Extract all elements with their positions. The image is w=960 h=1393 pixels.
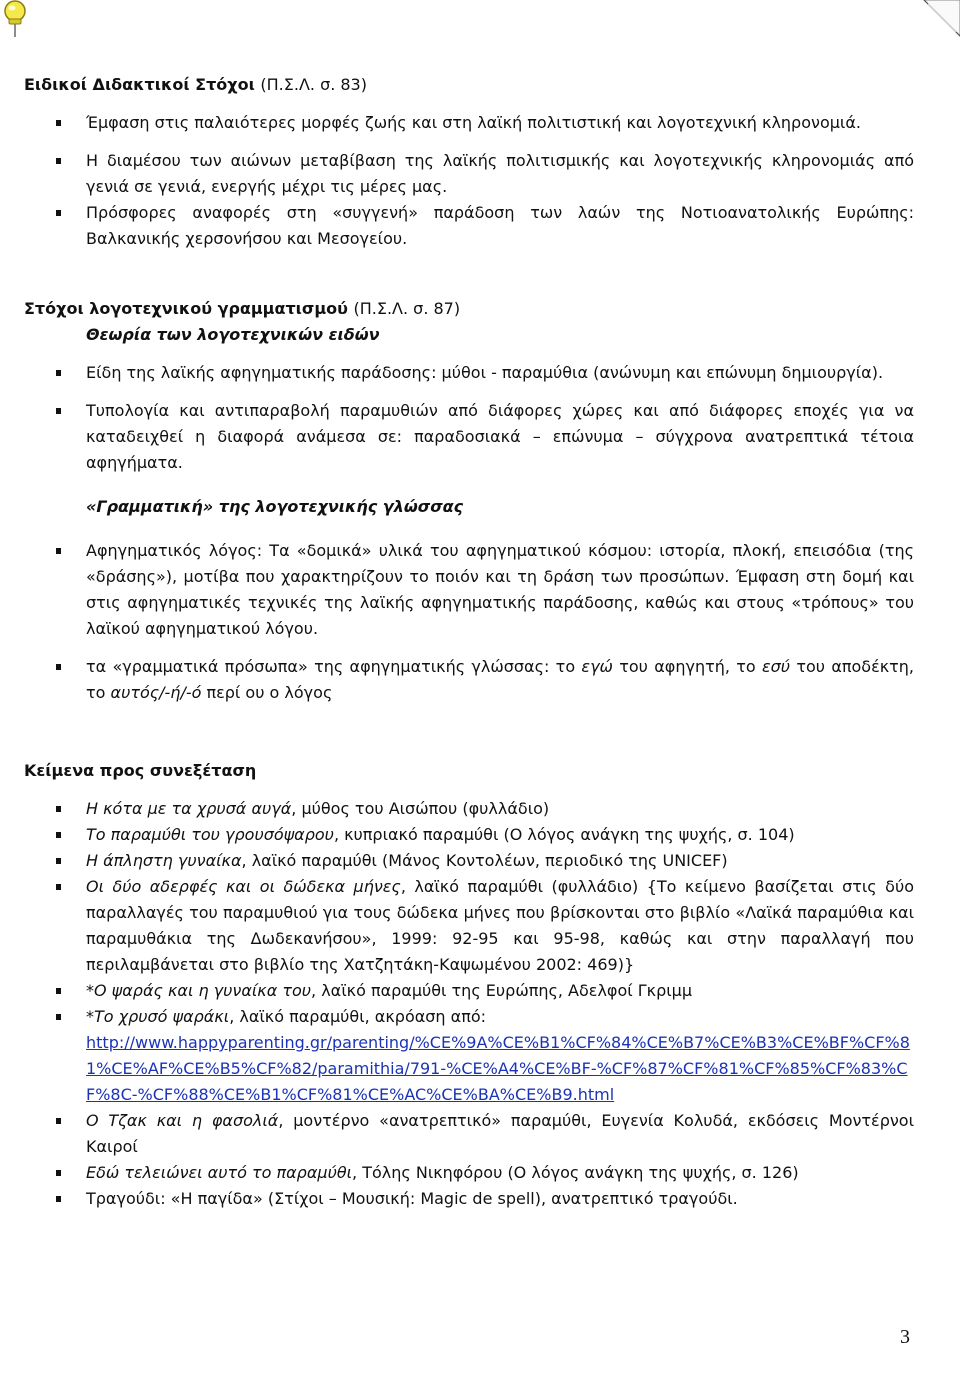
grammar-list-cont [24,654,914,706]
section-heading-objectives: Ειδικοί Διδακτικοί Στόχοι (Π.Σ.Λ. σ. 83) [24,75,367,94]
list-item: *Το χρυσό ψαράκι, λαϊκό παραμύθι, ακρόαση από: http://www.happyparenting.gr/parenting/%CE%9A%CE%B1%CF%84%CE%B7%CE%B3%CE%BF%CF%81%CE%AF%CE%B5%CF%82/paramithia/791-%CE%A4%CE%BF-%CF%87%CF%81%CF%85%CF%83%CF%8C-%CF%88%CE%B1%CF%81%CE%AC%CE%BA%CE%B9.html [24,1004,914,1108]
list-item: Πρόσφορες αναφορές στη «συγγενή» παράδοση των λαών της Νοτιοανατολικής Ευρώπης: Βαλκανικής χερσονήσου και Μεσογείου. [24,200,914,252]
objectives-list-cont [24,148,914,252]
list-item: Η άπληστη γυναίκα, λαϊκό παραμύθι (Μάνος Κοντολέων, περιοδικό της UNICEF) [24,848,914,874]
list-item: Η κότα με τα χρυσά αυγά, μύθος του Αισώπου (φυλλάδιο) [24,796,914,822]
section-heading-texts: Κείμενα προς συνεξέταση [24,761,257,780]
objectives-list [24,110,914,136]
document-body [24,72,914,1212]
page-number: 3 [900,1326,910,1348]
texts-list [24,796,914,1212]
list-item: Εδώ τελειώνει αυτό το παραμύθι, Τόλης Νικηφόρου (Ο λόγος ανάγκη της ψυχής, σ. 126) [24,1160,914,1186]
list-item: τα «γραμματικά πρόσωπα» της αφηγηματικής γλώσσας: το εγώ του αφηγητή, το εσύ του αποδέκτη, το αυτός/-ή/-ό περί ου ο λόγος [24,654,914,706]
list-item: Ο Τζακ και η φασολιά, μοντέρνο «ανατρεπτικό» παραμύθι, Ευγενία Κολυδά, εκδόσεις Μοντέρνοι Καιροί [24,1108,914,1160]
list-item: *Ο ψαράς και η γυναίκα του, λαϊκό παραμύθι της Ευρώπης, Αδελφοί Γκριμμ [24,978,914,1004]
list-item: Τυπολογία και αντιπαραβολή παραμυθιών από διάφορες χώρες και από διάφορες εποχές για να καταδειχθεί η διαφορά ανάμεσα σε: παραδοσιακά – επώνυμα – σύγχρονα ανατρεπτικά τέτοια αφηγήματα. [24,398,914,476]
subheading-genres: Θεωρία των λογοτεχνικών ειδών [86,325,380,344]
list-item: Είδη της λαϊκής αφηγηματικής παράδοσης: μύθοι - παραμύθια (ανώνυμη και επώνυμη δημιουργία). [24,360,914,386]
genres-list-cont [24,398,914,476]
list-item: Τραγούδι: «Η παγίδα» (Στίχοι – Μουσική: Magic de spell), ανατρεπτικό τραγούδι. [24,1186,914,1212]
list-item: Η διαμέσου των αιώνων μεταβίβαση της λαϊκής πολιτισμικής και λογοτεχνικής κληρονομιάς από γενιά σε γενιά, ενεργής μέχρι τις μέρες μας. [24,148,914,200]
list-item: Αφηγηματικός λόγος: Τα «δομικά» υλικά του αφηγηματικού κόσμου: ιστορία, πλοκή, επεισόδια (της «δράσης»), μοτίβα που χαρακτηρίζουν το ποιόν και τη δράση των προσώπων. Έμφαση στη δομή και στις αφηγηματικές τεχνικές της λαϊκής αφηγηματικής παράδοσης, καθώς και στους «τρόπους» του λαϊκού αφηγηματικού λόγου. [24,538,914,642]
list-item: Έμφαση στις παλαιότερες μορφές ζωής και στη λαϊκή πολιτιστική και λογοτεχνική κληρονομιά. [24,110,914,136]
subheading-grammar: «Γραμματική» της λογοτεχνικής γλώσσας [86,497,464,516]
list-item: Το παραμύθι του γρουσόψαρου, κυπριακό παραμύθι (Ο λόγος ανάγκη της ψυχής, σ. 104) [24,822,914,848]
grammar-list [24,538,914,642]
audio-link[interactable]: http://www.happyparenting.gr/parenting/%CE%9A%CE%B1%CF%84%CE%B7%CE%B3%CE%BF%CF%81%CE%AF%CE%B5%CF%82/paramithia/791-%CE%A4%CE%BF-%CF%87%CF%81%CF%85%CF%83%CF%8C-%CF%88%CE%B1%CF%81%CE%AC%CE%BA%CE%B9.html [86,1033,910,1104]
list-item: Οι δύο αδερφές και οι δώδεκα μήνες, λαϊκό παραμύθι (φυλλάδιο) {Το κείμενο βασίζεται στις δύο παραλλαγές του παραμυθιού για τους δώδεκα μήνες που βρίσκονται στο βιβλίο «Λαϊκά παραμύθια και παραμυθάκια της Δωδεκανήσου», 1999: 92-95 και 95-98, καθώς και στην παραλλαγή που περιλαμβάνεται στο βιβλίο της Χατζητάκη-Καψωμένου 2002: 469)} [24,874,914,978]
genres-list [24,360,914,386]
pushpin-icon[interactable] [2,0,28,38]
section-heading-literacy: Στόχοι λογοτεχνικού γραμματισμού (Π.Σ.Λ. σ. 87) [24,299,461,318]
page-corner-fold-icon [916,0,960,44]
